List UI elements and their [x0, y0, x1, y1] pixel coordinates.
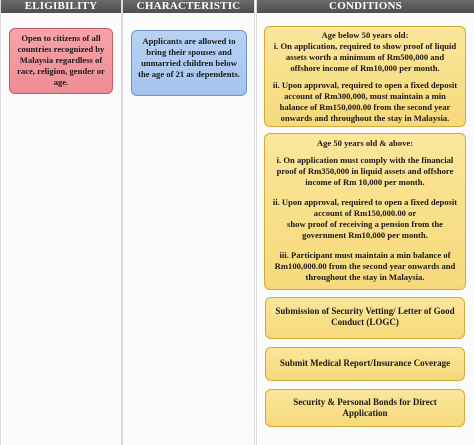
medical-report-text: Submit Medical Report/Insurance Coverage: [279, 358, 451, 368]
characteristic-text: Applicants are allowed to bring their spouses and unmarried children below the age of 21 as dependents.: [138, 36, 240, 79]
age-50-above-box: [264, 133, 466, 290]
security-bonds-box: [265, 389, 465, 427]
age-50-above-item-3: iii. Participant must maintain a min balance of Rm100,000.00 from the second year onwards and throughout the stay in Malaysia.: [274, 250, 456, 282]
conditions-column: [256, 0, 474, 445]
eligibility-text: Open to citizens of all countries recognized by Malaysia regardless of race, religion, gender or age.: [17, 33, 105, 87]
age-below-50-title: Age below 50 years old:: [321, 30, 409, 40]
age-below-50-box: [264, 26, 466, 127]
age-below-50-item-1: i. On application, required to show proof of liquid assets worth a minimum of Rm500,000 and offshore income of Rm10,000 per month.: [273, 41, 457, 73]
conditions-header: CONDITIONS: [257, 0, 474, 13]
eligibility-box: [9, 28, 113, 94]
security-bonds-text: Security & Personal Bonds for Direct Application: [293, 397, 437, 418]
age-below-50-item-2: ii. Upon approval, required to open a fixed deposit account of Rm300,000, must maintain a min balance of Rm150,000.00 from the second year onwards and throughout the stay in Malaysia.: [272, 80, 458, 123]
age-50-above-item-2b: show proof of receiving a pension from the government Rm10,000 per month.: [287, 219, 443, 240]
eligibility-column: [0, 0, 122, 445]
medical-report-box: [265, 347, 465, 381]
eligibility-header: ELIGIBILITY: [1, 0, 121, 13]
security-vetting-box: [265, 297, 465, 339]
age-50-above-item-2a: ii. Upon approval, required to open a fixed deposit account of Rm150,000.00 or: [272, 197, 458, 218]
characteristic-header: CHARACTERISTIC: [123, 0, 254, 13]
age-50-above-title: Age 50 years old & above:: [316, 138, 414, 148]
characteristic-column: [122, 0, 255, 445]
security-vetting-text: Submission of Security Vetting/ Letter of Good Conduct (LOGC): [275, 306, 455, 327]
characteristic-box: [131, 30, 247, 96]
age-50-above-item-1: i. On application must comply with the financial proof of Rm350,000 in liquid assets and offshore income of Rm 10,000 per month.: [276, 155, 454, 187]
